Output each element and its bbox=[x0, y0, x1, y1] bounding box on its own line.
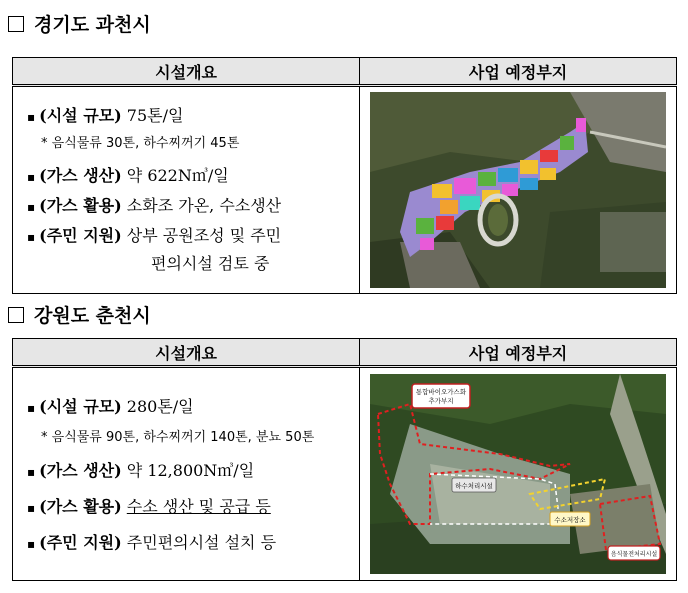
bullet-icon: ▪ bbox=[27, 110, 36, 124]
gwacheon-aerial-map bbox=[370, 92, 666, 288]
section-title-chuncheon: 강원도 춘천시 bbox=[8, 301, 151, 328]
list-item-gas-use: ▪ (가스 활용) 소화조 가온, 수소생산 bbox=[27, 196, 282, 215]
checkbox-square-icon bbox=[8, 16, 24, 32]
list-item-scale: ▪ (시설 규모) 280톤/일 bbox=[27, 397, 194, 416]
section-title-gwacheon: 경기도 과천시 bbox=[8, 10, 151, 37]
bullet-icon: ▪ bbox=[27, 465, 36, 479]
overview-cell bbox=[13, 367, 360, 581]
bullet-icon: ▪ bbox=[27, 230, 36, 244]
bullet-icon: ▪ bbox=[27, 537, 36, 551]
overview-header: 시설개요 bbox=[13, 58, 360, 86]
aerial-map-image bbox=[370, 92, 666, 288]
bullet-icon: ▪ bbox=[27, 501, 36, 515]
site-cell bbox=[360, 86, 677, 294]
list-item-resident-support: ▪ (주민 지원) 주민편의시설 설치 등 bbox=[27, 533, 277, 552]
aerial-map-image bbox=[370, 374, 666, 574]
list-item-resident-support-cont: 편의시설 검토 중 bbox=[151, 254, 270, 273]
list-note: * 음식물류 90톤, 하수찌꺼기 140톤, 분뇨 50톤 bbox=[41, 430, 315, 445]
map-label-food: 음식물전처리시설 bbox=[610, 551, 658, 558]
chuncheon-aerial-map bbox=[370, 374, 666, 574]
list-item-scale: ▪ (시설 규모) 75톤/일 bbox=[27, 106, 184, 125]
list-item-gas-use: ▪ (가스 활용) 수소 생산 및 공급 등 bbox=[27, 497, 271, 516]
map-label-bio2: 추가부지 bbox=[428, 397, 454, 405]
bullet-icon: ▪ bbox=[27, 170, 36, 184]
map-label-sewage: 하수처리시설 bbox=[455, 482, 493, 490]
list-item-gas-production: ▪ (가스 생산) 약 12,800N㎥/일 bbox=[27, 461, 255, 480]
map-label-hydrogen: 수소저장소 bbox=[554, 516, 586, 524]
gwacheon-table bbox=[12, 57, 677, 294]
checkbox-square-icon bbox=[8, 307, 24, 323]
bullet-icon: ▪ bbox=[27, 401, 36, 415]
overview-cell bbox=[13, 86, 360, 294]
bullet-icon: ▪ bbox=[27, 200, 36, 214]
site-header: 사업 예정부지 bbox=[360, 339, 677, 367]
site-header: 사업 예정부지 bbox=[360, 58, 677, 86]
chuncheon-table bbox=[12, 338, 677, 581]
list-item-resident-support: ▪ (주민 지원) 상부 공원조성 및 주민 bbox=[27, 226, 282, 245]
overview-header: 시설개요 bbox=[13, 339, 360, 367]
list-item-gas-production: ▪ (가스 생산) 약 622N㎥/일 bbox=[27, 166, 229, 185]
site-cell bbox=[360, 367, 677, 581]
list-note: * 음식물류 30톤, 하수찌꺼기 45톤 bbox=[41, 136, 240, 151]
map-label-bio: 통합바이오가스화 bbox=[415, 388, 467, 396]
